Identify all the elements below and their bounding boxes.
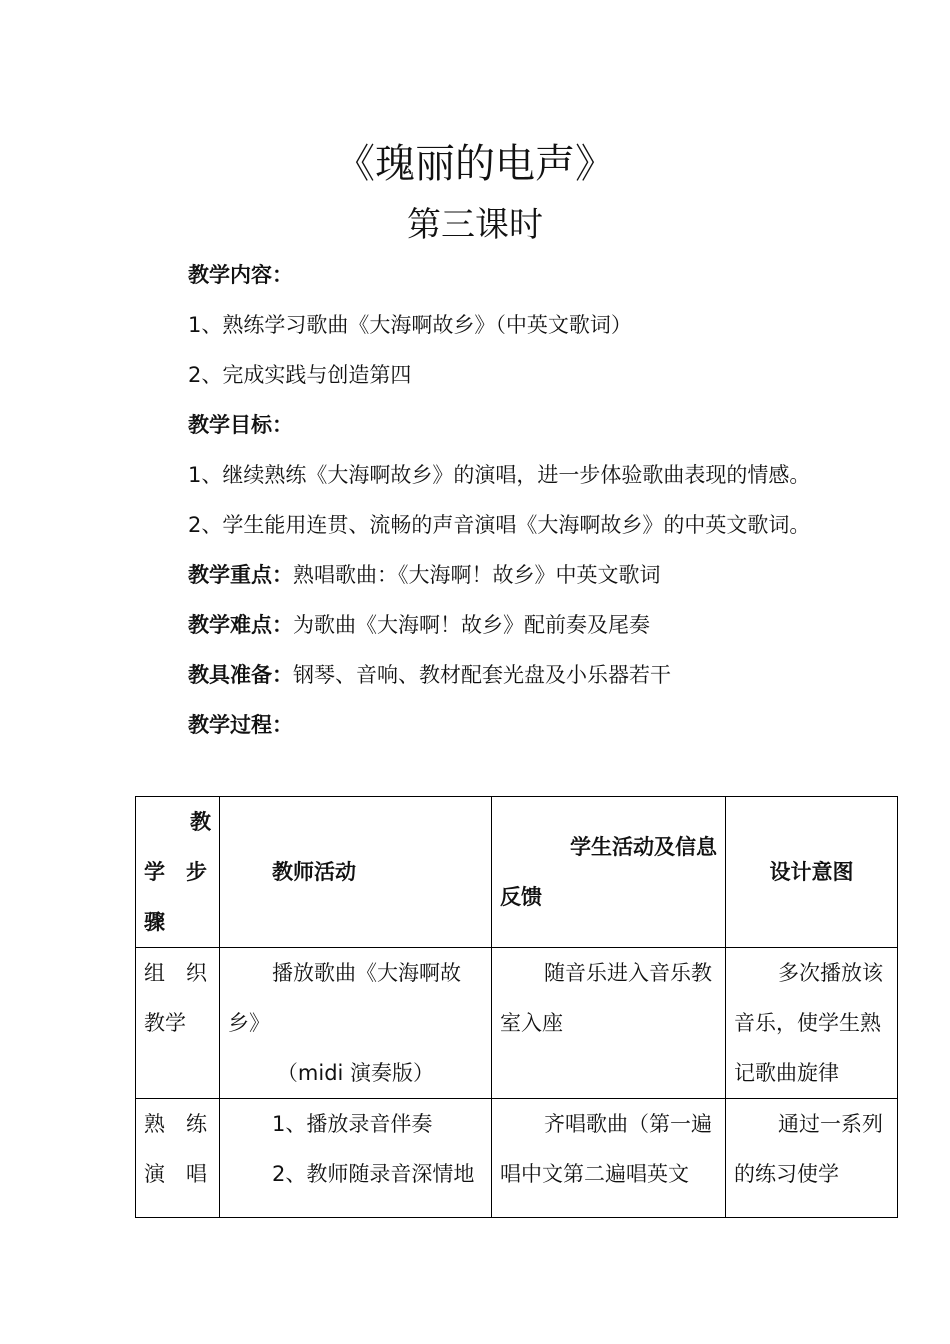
row-2-student: 齐唱歌曲（第一遍唱中文第二遍唱英文	[492, 1099, 726, 1218]
key-point	[188, 550, 908, 600]
difficulty-label: 教学难点：	[188, 613, 293, 637]
row-2-teacher	[220, 1099, 492, 1218]
document-subtitle: 第三课时	[407, 205, 543, 245]
row-1-teacher-line-2: （midi 演奏版）	[276, 1061, 435, 1085]
header-step	[136, 797, 220, 948]
row-1-step-line-1: 组 织	[144, 961, 207, 985]
row-2-step	[136, 1099, 220, 1218]
row-2-intent: 通过一系列的练习使学	[726, 1099, 898, 1218]
tools-label: 教具准备：	[188, 663, 293, 687]
content-item-1: 1、熟练学习歌曲《大海啊故乡》（中英文歌词）	[188, 313, 632, 337]
row-1-step-line-2: 教学	[144, 1011, 186, 1035]
header-student-line-2: 反馈	[500, 885, 542, 909]
difficulty	[188, 600, 908, 650]
lesson-info	[188, 250, 908, 750]
header-student-line-1: 学生活动及信息	[570, 835, 717, 859]
table-row	[136, 948, 898, 1099]
content-item-2: 2、完成实践与创造第四	[188, 363, 412, 387]
key-text: 熟唱歌曲：《大海啊！故乡》中英文歌词	[293, 563, 661, 587]
row-1-teacher	[220, 948, 492, 1099]
difficulty-text: 为歌曲《大海啊！故乡》配前奏及尾奏	[293, 613, 650, 637]
row-1-step	[136, 948, 220, 1099]
tools	[188, 650, 908, 700]
row-2-step-line-1: 熟 练	[144, 1112, 207, 1136]
row-1-teacher-line-1: 播放歌曲《大海啊故乡》	[228, 961, 461, 1035]
table-row	[136, 1099, 898, 1218]
goal-item-2: 2、学生能用连贯、流畅的声音演唱《大海啊故乡》的中英文歌词。	[188, 513, 811, 537]
lesson-process-table	[135, 796, 898, 1218]
table-header-row	[136, 797, 898, 948]
header-intent: 设计意图	[726, 797, 898, 948]
header-step-line-1: 教	[190, 810, 211, 834]
process-label: 教学过程：	[188, 713, 293, 737]
content-label: 教学内容：	[188, 263, 293, 287]
row-2-teacher-line-2: 2、教师随录音深情地	[272, 1162, 475, 1186]
header-step-line-2: 学 步	[144, 860, 207, 884]
header-step-line-3: 骤	[144, 910, 165, 934]
goal-label: 教学目标：	[188, 413, 293, 437]
key-label: 教学重点：	[188, 563, 293, 587]
document-title: 《瑰丽的电声》	[335, 141, 615, 187]
header-student	[492, 797, 726, 948]
row-2-teacher-line-1: 1、播放录音伴奏	[272, 1112, 433, 1136]
row-1-intent: 多次播放该音乐，使学生熟记歌曲旋律	[726, 948, 898, 1099]
row-2-step-line-2: 演 唱	[144, 1162, 207, 1186]
row-1-student: 随音乐进入音乐教室入座	[492, 948, 726, 1099]
header-teacher: 教师活动	[220, 797, 492, 948]
goal-item-1: 1、继续熟练《大海啊故乡》的演唱，进一步体验歌曲表现的情感。	[188, 463, 811, 487]
tools-text: 钢琴、音响、教材配套光盘及小乐器若干	[293, 663, 671, 687]
